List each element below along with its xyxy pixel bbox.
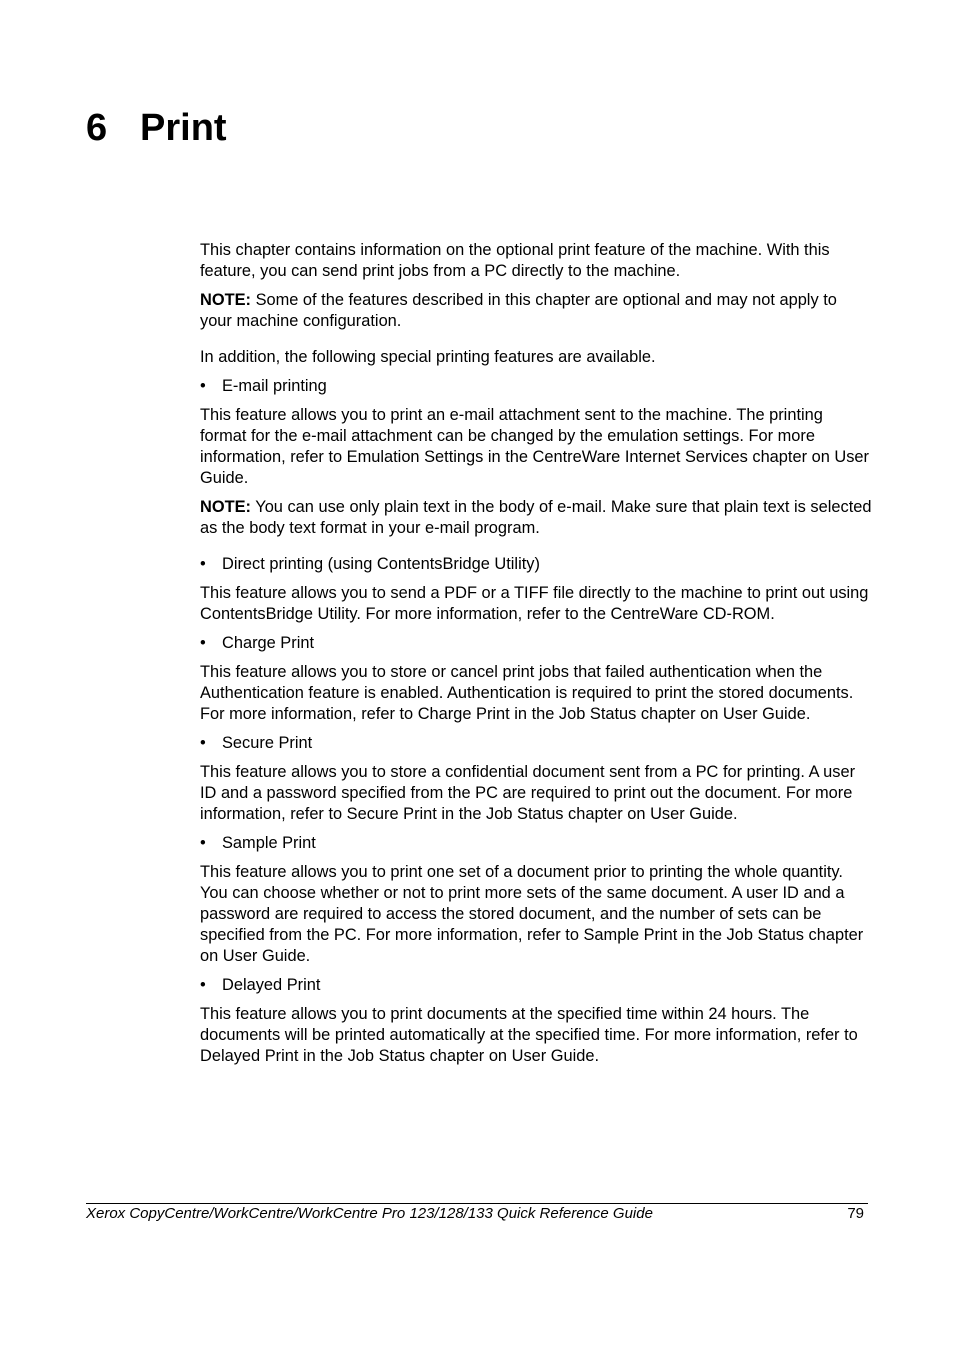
feature-name: E-mail printing [222,377,327,395]
feature-description: This feature allows you to store or cancel print jobs that failed authentication when the Authentication feature is enabled. Authentication is required to print the stored documents. For more information, refer to Charge Print in the Job Status chapter on User Guide. [200,663,854,723]
bullet-icon: • [200,734,206,752]
note-label: NOTE: [200,291,251,309]
bullet-icon: • [200,634,206,652]
feature-name: Direct printing (using ContentsBridge Utility) [222,555,540,573]
feature-description: This feature allows you to print an e-mail attachment sent to the machine. The printing format for the e-mail attachment can be changed by the emulation settings. For more information, refer to Emulation Settings in the CentreWare Internet Services chapter on User Guide. [200,406,869,487]
note-text: You can use only plain text in the body of e-mail. Make sure that plain text is selected as the body text format in your e-mail program. [200,498,872,537]
bullet-icon: • [200,976,206,994]
note-paragraph [200,497,872,539]
footer-title: Xerox CopyCentre/WorkCentre/WorkCentre Pro 123/128/133 Quick Reference Guide [86,1205,653,1222]
feature-name: Delayed Print [222,976,321,994]
intro-paragraph: This chapter contains information on the optional print feature of the machine. With this feature, you can send print jobs from a PC directly to the machine. [200,241,830,280]
feature-description: This feature allows you to print documents at the specified time within 24 hours. The documents will be printed automatically at the specified time. For more information, refer to Delayed Print in the Job Status chapter on User Guide. [200,1005,858,1065]
list-item [200,833,872,854]
feature-name: Sample Print [222,834,316,852]
note-paragraph [200,290,872,332]
page-number: 79 [847,1205,864,1222]
chapter-body [200,240,872,1075]
feature-description: This feature allows you to send a PDF or a TIFF file directly to the machine to print out using ContentsBridge Utility. For more information, refer to the CentreWare CD-ROM. [200,584,869,623]
list-item [200,733,872,754]
bullet-icon: • [200,834,206,852]
feature-name: Charge Print [222,634,315,652]
chapter-title [86,104,227,152]
bullet-icon: • [200,377,206,395]
note-label: NOTE: [200,498,251,516]
chapter-number: 6 [86,107,108,149]
chapter-name: Print [140,107,227,149]
list-item [200,376,872,397]
list-item [200,975,872,996]
list-item [200,554,872,575]
list-item [200,633,872,654]
note-text: Some of the features described in this chapter are optional and may not apply to your machine configuration. [200,291,837,330]
addition-paragraph: In addition, the following special printing features are available. [200,348,656,366]
feature-description: This feature allows you to print one set of a document prior to printing the whole quantity. You can choose whether or not to print more sets of the same document. A user ID and a password are required to access the stored document, and the number of sets can be specified from the PC. For more information, refer to Sample Print in the Job Status chapter on User Guide. [200,863,864,965]
feature-name: Secure Print [222,734,313,752]
bullet-icon: • [200,555,206,573]
feature-description: This feature allows you to store a confidential document sent from a PC for printing. A user ID and a password specified from the PC are required to print out the document. For more information, refer to Secure Print in the Job Status chapter on User Guide. [200,763,856,823]
page-footer [86,1204,868,1224]
